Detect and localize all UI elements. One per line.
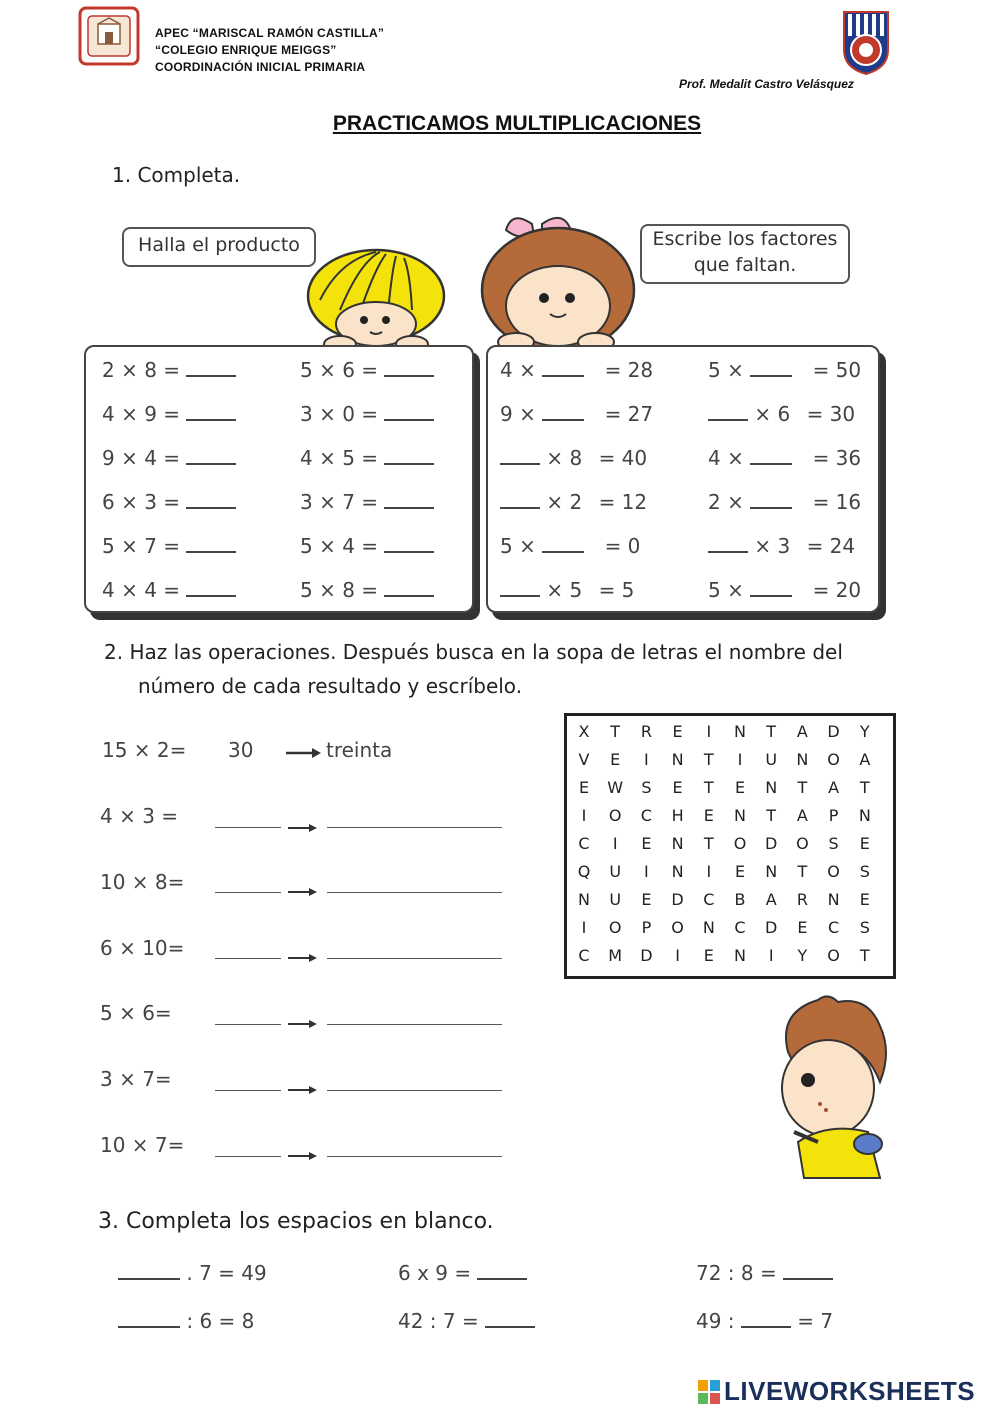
word-search-letter[interactable]: S <box>859 918 870 937</box>
factor-blank[interactable] <box>750 445 792 465</box>
word-search-letter[interactable]: I <box>644 750 649 769</box>
word-search-letter[interactable]: I <box>612 834 618 853</box>
arrow-icon <box>288 882 318 894</box>
word-search-letter[interactable]: A <box>859 750 871 769</box>
factor-suffix: × 5 <box>546 578 583 602</box>
blank-exercise <box>398 1308 535 1333</box>
example-operation: 15 × 2= <box>102 738 187 762</box>
word-search-letter[interactable]: E <box>672 778 683 797</box>
word-search-letter[interactable]: E <box>859 890 870 909</box>
word-search-letter[interactable]: T <box>797 862 808 881</box>
teacher-name: Prof. Medalit Castro Velásquez <box>679 77 854 91</box>
product-equation <box>300 533 434 577</box>
factor-prefix: 5 × <box>708 358 744 382</box>
factor-equation <box>708 401 861 445</box>
factor-equation <box>500 445 653 489</box>
exercise-blank[interactable] <box>485 1308 535 1328</box>
product-equation <box>102 357 236 401</box>
boy-cartoon-illustration <box>300 240 450 350</box>
word-search-letter[interactable]: T <box>703 778 714 797</box>
arrow-icon <box>288 1146 318 1158</box>
exercise-text: . 7 = 49 <box>186 1261 267 1285</box>
exercise-blank[interactable] <box>783 1260 833 1280</box>
word-search-letter[interactable]: O <box>608 806 622 825</box>
factor-blank[interactable] <box>542 401 584 421</box>
word-search-letter[interactable]: P <box>828 806 839 825</box>
word-search-letter[interactable]: I <box>581 918 587 937</box>
result-blank[interactable] <box>215 958 281 959</box>
exercise-text: : 6 = 8 <box>186 1309 255 1333</box>
result-blank[interactable] <box>215 1090 281 1091</box>
factor-equation <box>708 577 861 621</box>
factor-result: = 50 <box>812 358 862 382</box>
speech-bubble-right <box>640 224 850 284</box>
word-search-letter[interactable]: E <box>797 918 808 937</box>
factor-suffix: × 8 <box>546 446 583 470</box>
word-search-letter[interactable]: A <box>828 778 840 797</box>
factor-suffix: × 3 <box>754 534 791 558</box>
arrow-icon <box>288 948 318 960</box>
word-search-letter[interactable]: C <box>734 918 746 937</box>
word-search-letter[interactable]: U <box>609 862 622 881</box>
result-blank[interactable] <box>215 827 281 828</box>
product-equation-text: 5 × 4 = <box>300 534 379 558</box>
product-equation <box>300 489 434 533</box>
school-name-line1: APEC “MARISCAL RAMÓN CASTILLA” <box>155 26 385 40</box>
boy-writing-illustration <box>768 992 894 1182</box>
factor-blank[interactable] <box>542 533 584 553</box>
word-search-letter[interactable]: U <box>765 750 778 769</box>
factor-equation <box>500 357 653 401</box>
word-search-letter[interactable]: A <box>796 722 808 741</box>
word-search-letter[interactable]: E <box>641 834 652 853</box>
product-equation-text: 3 × 7 = <box>300 490 379 514</box>
answer-blank[interactable] <box>384 533 434 553</box>
product-equation-text: 4 × 4 = <box>102 578 181 602</box>
word-search-letter[interactable]: O <box>796 834 809 853</box>
word-search-letter[interactable]: R <box>796 890 808 909</box>
word-search-letter[interactable]: S <box>828 834 839 853</box>
factor-equation <box>500 401 653 445</box>
word-search-letter[interactable]: N <box>702 918 715 937</box>
word-search-letter[interactable]: E <box>672 722 683 741</box>
word-search-letter[interactable]: T <box>766 806 777 825</box>
factor-result: = 16 <box>812 490 862 514</box>
product-equation <box>300 401 434 445</box>
school-crest <box>78 6 140 66</box>
word-search-letter[interactable]: I <box>675 946 680 965</box>
word-search-letter[interactable]: B <box>734 890 746 909</box>
factor-equation <box>708 357 861 401</box>
factor-result: = 0 <box>604 534 641 558</box>
factor-result: = 20 <box>812 578 862 602</box>
word-search-letter[interactable]: O <box>733 834 747 853</box>
arrow-icon <box>288 1014 318 1026</box>
word-search-letter[interactable]: E <box>703 806 714 825</box>
factor-prefix: 9 × <box>500 402 536 426</box>
factor-prefix: 4 × <box>708 446 744 470</box>
school-name-line3: COORDINACIÓN INICIAL PRIMARIA <box>155 60 366 74</box>
product-equation-text: 4 × 9 = <box>102 402 181 426</box>
word-search-letter[interactable]: C <box>640 806 652 825</box>
blank-exercise <box>398 1260 527 1285</box>
word-search-letter[interactable]: C <box>578 946 590 965</box>
word-search-letter[interactable]: E <box>734 862 746 881</box>
word-search-letter[interactable]: C <box>578 834 590 853</box>
word-search-letter[interactable]: E <box>703 946 714 965</box>
answer-blank[interactable] <box>186 401 236 421</box>
factor-blank[interactable] <box>500 445 540 465</box>
word-search-letter[interactable]: N <box>858 806 871 825</box>
example-result: 30 <box>228 738 254 762</box>
result-blank[interactable] <box>215 892 281 893</box>
word-blank[interactable] <box>327 1090 502 1091</box>
word-search-letter[interactable]: O <box>608 918 622 937</box>
factor-equation <box>708 489 861 533</box>
factor-result: = 28 <box>604 358 654 382</box>
factor-result: = 30 <box>806 402 856 426</box>
word-search-letter[interactable]: O <box>671 918 684 937</box>
factor-equation <box>708 445 861 489</box>
missing-factor-panel-right <box>486 345 880 613</box>
product-equation-text: 5 × 8 = <box>300 578 379 602</box>
word-search-letter[interactable]: R <box>640 722 652 741</box>
word-search-letter[interactable]: N <box>765 778 778 797</box>
factor-blank[interactable] <box>542 357 584 377</box>
factor-prefix: 5 × <box>500 534 536 558</box>
word-search-letter[interactable]: T <box>859 946 870 965</box>
page-title: PRACTICAMOS MULTIPLICACIONES <box>332 112 702 135</box>
operation-row: 4 × 3 = <box>100 804 179 828</box>
factor-blank[interactable] <box>708 401 748 421</box>
word-search-letter[interactable]: I <box>768 946 774 965</box>
factor-blank[interactable] <box>750 577 792 597</box>
word-search-letter[interactable]: I <box>706 862 712 881</box>
word-blank[interactable] <box>327 1156 502 1157</box>
word-search-letter[interactable]: T <box>610 722 621 741</box>
word-search-letter[interactable]: M <box>608 946 623 965</box>
school-shield-logo <box>842 10 890 76</box>
speech-bubble-left <box>122 227 316 267</box>
factor-equation <box>708 533 861 577</box>
factor-prefix: 4 × <box>500 358 536 382</box>
answer-blank[interactable] <box>186 357 236 377</box>
answer-blank[interactable] <box>384 357 434 377</box>
answer-blank[interactable] <box>384 401 434 421</box>
product-equation <box>300 357 434 401</box>
word-search-letter[interactable]: C <box>828 918 840 937</box>
word-search-letter[interactable]: D <box>765 918 778 937</box>
answer-blank[interactable] <box>384 489 434 509</box>
speech-bubble-left-text: Halla el producto <box>138 234 300 256</box>
factor-result: = 27 <box>604 402 654 426</box>
section2-instruction-line1: 2. Haz las operaciones. Después busca en la sopa de letras el nombre del <box>104 640 843 664</box>
word-search-letter[interactable]: I <box>644 862 649 881</box>
word-search-letter[interactable]: U <box>609 890 622 909</box>
answer-blank[interactable] <box>186 445 236 465</box>
left-panel-column1 <box>102 357 236 621</box>
section2-instruction-line2: número de cada resultado y escríbelo. <box>138 674 523 698</box>
word-search-letter[interactable]: I <box>737 750 743 769</box>
word-blank[interactable] <box>327 958 502 959</box>
multiplication-panel-left <box>84 345 474 613</box>
liveworksheets-logo-icon <box>698 1380 720 1404</box>
word-search-letter[interactable]: E <box>610 750 621 769</box>
speech-bubble-right-line1: Escribe los factores <box>652 228 838 250</box>
word-blank[interactable] <box>327 1024 502 1025</box>
factor-blank[interactable] <box>750 357 792 377</box>
word-search-letter[interactable]: Y <box>797 946 808 965</box>
word-search-letter[interactable]: C <box>703 890 715 909</box>
result-blank[interactable] <box>215 1156 281 1157</box>
word-search-letter[interactable]: A <box>796 806 808 825</box>
example-word: treinta <box>326 738 393 762</box>
word-search-grid <box>564 713 896 979</box>
word-search-letter[interactable]: S <box>641 778 652 797</box>
word-search-letter[interactable]: V <box>578 750 590 769</box>
factor-blank[interactable] <box>500 489 540 509</box>
word-search-letter[interactable]: X <box>578 722 590 741</box>
result-blank[interactable] <box>215 1024 281 1025</box>
exercise-blank[interactable] <box>741 1308 791 1328</box>
factor-equation <box>500 533 653 577</box>
word-search-letter[interactable]: N <box>671 862 684 881</box>
word-search-letter[interactable]: N <box>796 750 809 769</box>
girl-cartoon-illustration <box>472 210 642 355</box>
answer-blank[interactable] <box>384 577 434 597</box>
word-search-letter[interactable]: T <box>703 834 714 853</box>
product-equation-text: 9 × 4 = <box>102 446 181 470</box>
operation-row: 6 × 10= <box>100 936 185 960</box>
product-equation <box>300 577 434 621</box>
operation-row: 5 × 6= <box>100 1001 172 1025</box>
word-search-letter[interactable]: E <box>578 778 590 797</box>
word-search-letter[interactable]: O <box>827 946 840 965</box>
word-search-letter[interactable]: S <box>859 862 870 881</box>
answer-blank[interactable] <box>384 445 434 465</box>
liveworksheets-brand: LIVEWORKSHEETS <box>724 1376 976 1406</box>
word-search-letter[interactable]: D <box>765 834 778 853</box>
word-search-letter[interactable]: T <box>797 778 808 797</box>
exercise-blank[interactable] <box>477 1260 527 1280</box>
word-blank[interactable] <box>327 892 502 893</box>
word-search-letter[interactable]: D <box>640 946 653 965</box>
word-search-letter[interactable]: N <box>734 946 746 965</box>
word-search-letter[interactable]: H <box>671 806 684 825</box>
exercise-text: 49 : <box>696 1309 735 1333</box>
word-search-letter[interactable]: N <box>671 834 684 853</box>
factor-result: = 12 <box>598 490 648 514</box>
answer-blank[interactable] <box>186 577 236 597</box>
word-search-letter[interactable]: Q <box>577 862 591 881</box>
word-search-letter[interactable]: N <box>827 890 840 909</box>
factor-result: = 36 <box>812 446 862 470</box>
blank-exercise <box>696 1260 833 1285</box>
word-search-letter[interactable]: O <box>827 750 840 769</box>
product-equation <box>102 533 236 577</box>
section1-instruction: 1. Completa. <box>112 163 241 187</box>
product-equation <box>102 401 236 445</box>
word-search-letter[interactable]: E <box>641 890 652 909</box>
factor-prefix: 2 × <box>708 490 744 514</box>
product-equation <box>102 445 236 489</box>
factor-suffix: × 2 <box>546 490 583 514</box>
word-search-letter[interactable]: E <box>734 778 746 797</box>
factor-blank[interactable] <box>708 533 748 553</box>
product-equation <box>300 445 434 489</box>
product-equation-text: 6 × 3 = <box>102 490 181 514</box>
product-equation-text: 3 × 0 = <box>300 402 379 426</box>
exercise-blank[interactable] <box>118 1308 180 1328</box>
word-blank[interactable] <box>327 827 502 828</box>
word-search-letter[interactable]: N <box>578 890 590 909</box>
product-equation-text: 5 × 6 = <box>300 358 379 382</box>
blank-exercise <box>118 1308 254 1333</box>
word-search-letter[interactable]: O <box>827 862 840 881</box>
word-search-letter[interactable]: T <box>766 722 777 741</box>
word-search-letter[interactable]: Y <box>859 722 870 741</box>
factor-prefix: 5 × <box>708 578 744 602</box>
factor-result: = 40 <box>598 446 648 470</box>
exercise-text: = 7 <box>797 1309 834 1333</box>
section3-instruction: 3. Completa los espacios en blanco. <box>98 1209 494 1234</box>
left-panel-column2 <box>300 357 434 621</box>
exercise-text: 42 : 7 = <box>398 1309 479 1333</box>
arrow-icon <box>288 1080 318 1092</box>
arrow-icon <box>286 744 322 758</box>
word-search-letter[interactable]: N <box>765 862 778 881</box>
word-search-letter[interactable]: I <box>706 722 712 741</box>
operation-row: 3 × 7= <box>100 1067 172 1091</box>
speech-bubble-right-line2: que faltan. <box>693 254 797 276</box>
exercise-text: 72 : 8 = <box>696 1261 777 1285</box>
word-search-letter[interactable]: N <box>734 722 746 741</box>
word-search-letter[interactable]: T <box>703 750 714 769</box>
word-search-letter[interactable]: N <box>671 750 684 769</box>
right-panel-column1 <box>500 357 653 621</box>
word-search-letter[interactable]: T <box>859 778 870 797</box>
factor-equation <box>500 577 653 621</box>
product-equation-text: 2 × 8 = <box>102 358 181 382</box>
blank-exercise <box>696 1308 833 1333</box>
factor-result: = 24 <box>806 534 856 558</box>
operation-row: 10 × 7= <box>100 1133 185 1157</box>
word-search-letter[interactable]: D <box>827 722 840 741</box>
word-search-letter[interactable]: P <box>641 918 652 937</box>
word-search-letter[interactable]: I <box>581 806 587 825</box>
exercise-text: 6 x 9 = <box>398 1261 472 1285</box>
arrow-icon <box>288 818 318 830</box>
blank-exercise <box>118 1260 267 1285</box>
factor-blank[interactable] <box>750 489 792 509</box>
school-name-line2: “COLEGIO ENRIQUE MEIGGS” <box>155 43 337 57</box>
word-search-letter[interactable]: W <box>607 778 624 797</box>
word-search-letter[interactable]: D <box>671 890 684 909</box>
word-search-letter[interactable]: N <box>734 806 746 825</box>
factor-suffix: × 6 <box>754 402 791 426</box>
right-panel-column2 <box>708 357 861 621</box>
word-search-letter[interactable]: A <box>765 890 777 909</box>
exercise-blank[interactable] <box>118 1260 180 1280</box>
answer-blank[interactable] <box>186 533 236 553</box>
product-equation <box>102 489 236 533</box>
operation-row: 10 × 8= <box>100 870 185 894</box>
product-equation-text: 5 × 7 = <box>102 534 181 558</box>
factor-blank[interactable] <box>500 577 540 597</box>
factor-result: = 5 <box>598 578 635 602</box>
product-equation <box>102 577 236 621</box>
factor-equation <box>500 489 653 533</box>
product-equation-text: 4 × 5 = <box>300 446 379 470</box>
answer-blank[interactable] <box>186 489 236 509</box>
word-search-letter[interactable]: E <box>859 834 870 853</box>
